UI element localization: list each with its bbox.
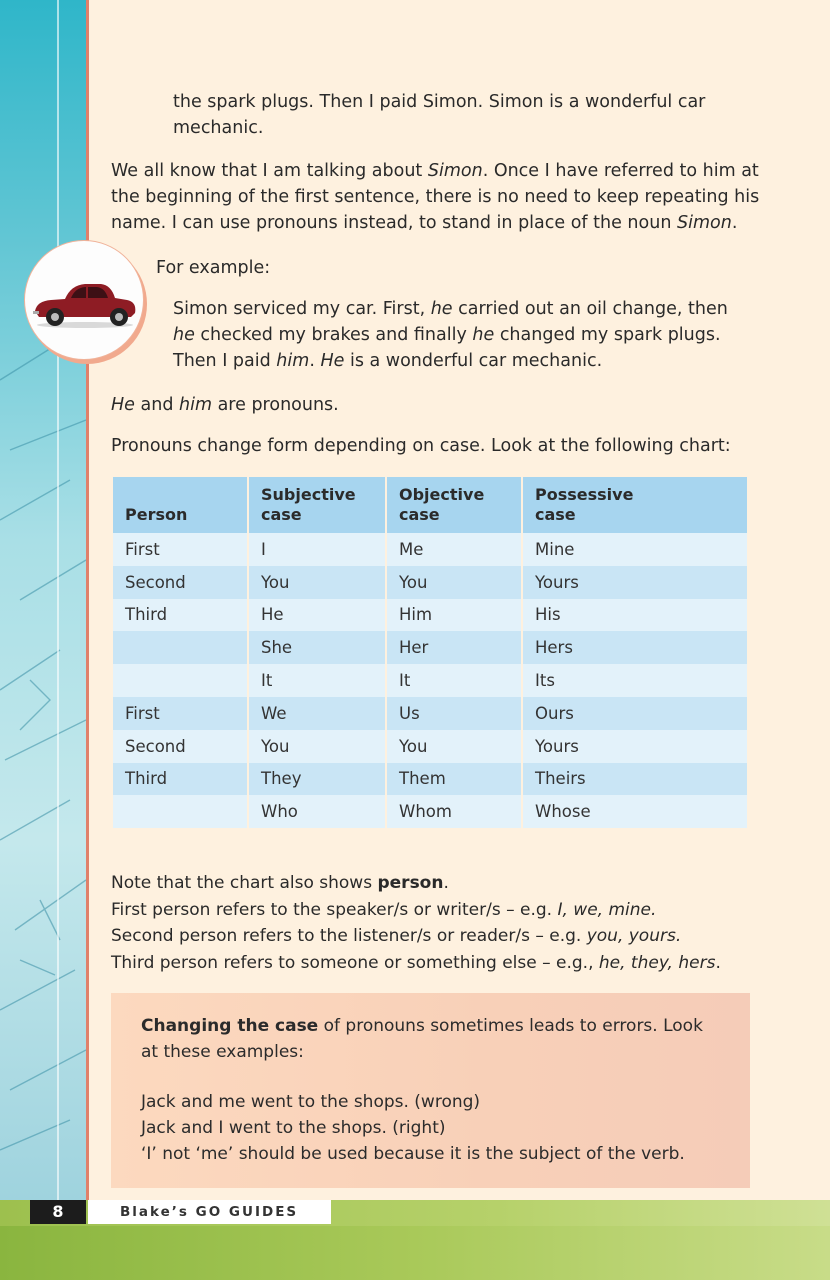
table-body	[113, 533, 747, 828]
table-cell: Third	[113, 599, 247, 632]
example-text: Then I paid	[173, 351, 277, 371]
table-cell: Third	[113, 763, 247, 796]
table-cell: Yours	[523, 566, 747, 599]
table-cell: He	[249, 599, 385, 632]
example-pronoun: he	[430, 299, 453, 319]
note-example: he, they, hers	[598, 952, 716, 973]
pronoun-word: He	[111, 395, 135, 415]
table-cell	[113, 631, 247, 664]
table-cell: First	[113, 533, 247, 566]
example-text: .	[309, 351, 321, 371]
decorative-side-band	[0, 0, 86, 1200]
table-cell	[113, 664, 247, 697]
table-cell: You	[249, 730, 385, 763]
table-cell: Me	[387, 533, 521, 566]
note-example: you, yours.	[586, 926, 682, 946]
table-cell: You	[249, 566, 385, 599]
table-cell: Mine	[523, 533, 747, 566]
pronoun-word: him	[179, 395, 213, 415]
table-cell: They	[249, 763, 385, 796]
table-cell: You	[387, 730, 521, 763]
explanation-text: We all know that I am talking about	[111, 161, 428, 181]
note-bold: person	[377, 873, 444, 893]
header-possessive: Possessive case	[523, 477, 747, 533]
example-pronoun: he	[173, 325, 195, 345]
note-text: First person refers to the speaker/s or writer/s – e.g.	[111, 899, 558, 920]
header-subjective: Subjective case	[249, 477, 385, 533]
series-title: Blake’s GO GUIDES	[88, 1200, 331, 1224]
explanation-text: . Once I have referred to him at the beginning of the first sentence, there is no need to keep repeating his name. I can use pronouns instead, to stand in place of the noun	[111, 161, 760, 233]
table-row	[113, 664, 747, 697]
example-block	[173, 296, 753, 374]
table-cell: Whom	[387, 795, 521, 828]
table-cell: You	[387, 566, 521, 599]
header-person: Person	[113, 477, 247, 533]
pronoun-note-text: and	[134, 395, 179, 415]
explanation-emphasis: Simon	[676, 213, 732, 233]
callout-example-wrong: Jack and me went to the shops. (wrong)	[141, 1092, 481, 1112]
callout-example-right: Jack and I went to the shops. (right)	[141, 1118, 446, 1138]
table-cell: Its	[523, 664, 747, 697]
callout-bold: Changing the case	[141, 1016, 319, 1036]
margin-rule	[86, 0, 89, 1200]
vintage-car-icon	[31, 271, 139, 331]
note-text: .	[443, 873, 449, 893]
pronoun-note-text: are pronouns.	[212, 395, 339, 415]
note-example: I, we, mine.	[557, 899, 657, 920]
pronoun-note	[111, 392, 339, 418]
example-text: checked my brakes and finally	[194, 325, 473, 345]
person-notes	[111, 870, 761, 976]
example-pronoun: he	[472, 325, 495, 345]
case-error-callout	[111, 993, 750, 1188]
page-number: 8	[30, 1200, 86, 1224]
table-cell: I	[249, 533, 385, 566]
car-illustration	[24, 240, 144, 360]
table-cell: Whose	[523, 795, 747, 828]
table-cell: It	[249, 664, 385, 697]
table-row	[113, 697, 747, 730]
intro-paragraph	[173, 89, 733, 141]
table-cell: His	[523, 599, 747, 632]
example-text: carried out an oil change, then	[452, 299, 728, 319]
table-cell: We	[249, 697, 385, 730]
table-cell: Ours	[523, 697, 747, 730]
table-row	[113, 631, 747, 664]
table-cell: Who	[249, 795, 385, 828]
table-cell: Second	[113, 566, 247, 599]
callout-gap	[141, 1065, 720, 1089]
pronoun-case-table	[111, 477, 749, 828]
table-cell: Second	[113, 730, 247, 763]
explanation-text: .	[731, 213, 738, 233]
table-row	[113, 763, 747, 796]
example-pronoun: He	[320, 351, 345, 371]
table-row	[113, 533, 747, 566]
example-pronoun: him	[276, 351, 310, 371]
table-row	[113, 795, 747, 828]
example-label: For example:	[156, 258, 271, 278]
example-text: changed my spark plugs.	[494, 325, 721, 345]
table-cell: Theirs	[523, 763, 747, 796]
note-text: .	[715, 952, 721, 973]
table-cell: Yours	[523, 730, 747, 763]
note-text: Note that the chart also shows	[111, 873, 378, 893]
intro-line-2: mechanic.	[173, 118, 264, 138]
table-cell: Hers	[523, 631, 747, 664]
table-cell: Us	[387, 697, 521, 730]
table-cell: Her	[387, 631, 521, 664]
chart-intro: Pronouns change form depending on case. Look at the following chart:	[111, 436, 731, 456]
footer-band	[0, 1200, 830, 1280]
note-text: Third person refers to someone or something else – e.g.,	[111, 952, 599, 973]
callout-line: at these examples:	[141, 1042, 304, 1062]
table-cell: Him	[387, 599, 521, 632]
table-cell	[113, 795, 247, 828]
table-header-row	[113, 477, 747, 533]
table-row	[113, 566, 747, 599]
example-text: is a wonderful car mechanic.	[344, 351, 603, 371]
header-objective: Objective case	[387, 477, 521, 533]
explanation-paragraph	[111, 158, 761, 236]
note-text: Second person refers to the listener/s or reader/s – e.g.	[111, 926, 587, 946]
explanation-emphasis: Simon	[427, 161, 483, 181]
intro-line-1: the spark plugs. Then I paid Simon. Simon is a wonderful car	[173, 92, 706, 112]
table-cell: It	[387, 664, 521, 697]
table-cell: Them	[387, 763, 521, 796]
table-row	[113, 599, 747, 632]
table-cell: She	[249, 631, 385, 664]
pencil-sketch-lines	[0, 0, 86, 1200]
table-cell: First	[113, 697, 247, 730]
table-row	[113, 730, 747, 763]
example-text: Simon serviced my car. First,	[173, 299, 431, 319]
callout-line	[141, 1013, 720, 1039]
callout-explanation: ‘I’ not ‘me’ should be used because it is the subject of the verb.	[141, 1144, 685, 1164]
callout-text: of pronouns sometimes leads to errors. Look	[318, 1016, 703, 1036]
